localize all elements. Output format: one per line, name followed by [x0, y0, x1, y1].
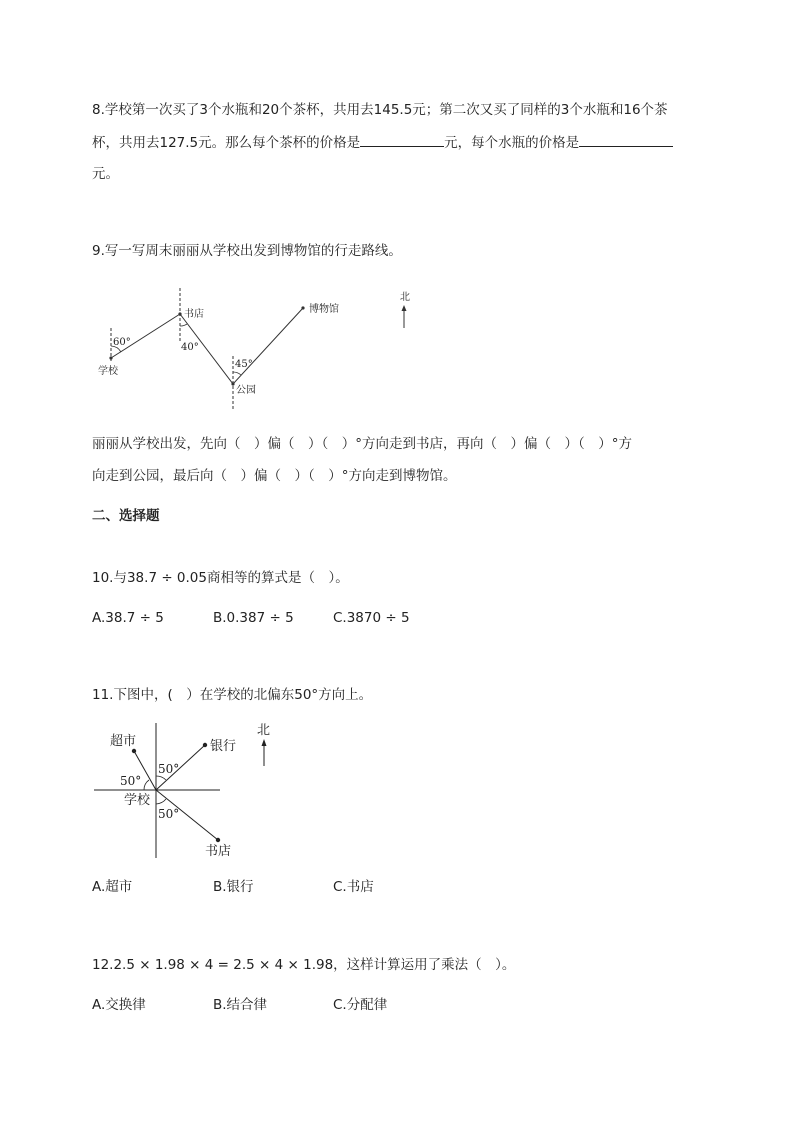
q8-line2-text-b: 元，每个水瓶的价格是	[444, 135, 580, 151]
q8-line3: 元。	[92, 166, 119, 182]
q10-option-c[interactable]: C.3870 ÷ 5	[333, 610, 410, 626]
q8-line2	[92, 132, 673, 153]
q11-option-b[interactable]: B.银行	[213, 879, 254, 895]
q10-option-a[interactable]: A.38.7 ÷ 5	[92, 610, 164, 626]
q11-north-arrow-head	[262, 739, 267, 746]
q10-option-b[interactable]: B.0.387 ÷ 5	[213, 610, 294, 626]
q11-direction-diagram	[92, 718, 282, 863]
q9-angle-40: 40°	[181, 342, 199, 353]
q12-option-a[interactable]: A.交换律	[92, 997, 146, 1013]
q9-park-point	[231, 382, 234, 385]
q9-park-angle-arc	[233, 372, 241, 375]
q9-label-bookstore: 书店	[184, 309, 204, 320]
q11-angle-bank: 50°	[158, 762, 180, 776]
q11-angle-supermarket: 50°	[120, 774, 142, 788]
q9-answer-line2: 向走到公园，最后向（ ）偏（ ）（ ）°方向走到博物馆。	[92, 468, 457, 484]
q9-answer-line1: 丽丽从学校出发，先向（ ）偏（ ）（ ）°方向走到书店，再向（ ）偏（ ）（ ）°方	[92, 436, 632, 452]
q10-title: 10.与38.7 ÷ 0.05商相等的算式是（ ）。	[92, 570, 349, 586]
q9-title: 9.写一写周末丽丽从学校出发到博物馆的行走路线。	[92, 243, 402, 259]
q9-bookstore-angle-arc	[180, 324, 187, 326]
q11-bank-point	[203, 743, 207, 747]
q9-museum-point	[301, 306, 304, 309]
q11-label-supermarket: 超市	[110, 734, 137, 749]
q11-angle-bookstore: 50°	[158, 807, 180, 821]
q11-option-a[interactable]: A.超市	[92, 879, 133, 895]
q11-supermarket-point	[132, 749, 136, 753]
q9-label-park: 公园	[236, 385, 256, 396]
q11-label-bank: 银行	[210, 739, 237, 754]
q9-angle-45: 45°	[235, 359, 253, 370]
q9-route-line	[111, 308, 303, 384]
q8-blank-bottle-price[interactable]	[579, 132, 673, 147]
q12-option-b[interactable]: B.结合律	[213, 997, 268, 1013]
q12-title: 12.2.5 × 1.98 × 4 = 2.5 × 4 × 1.98，这样计算运用了乘法（ ）。	[92, 957, 516, 973]
q11-option-c[interactable]: C.书店	[333, 879, 374, 895]
q11-title: 11.下图中，( ）在学校的北偏东50°方向上。	[92, 687, 373, 703]
q8-blank-cup-price[interactable]	[360, 132, 444, 147]
q9-bookstore-point	[178, 312, 181, 315]
q8-line2-text-a: 杯，共用去127.5元。那么每个茶杯的价格是	[92, 135, 361, 151]
q9-school-point	[109, 356, 112, 359]
q9-north-label: 北	[400, 292, 410, 303]
q9-label-museum: 博物馆	[309, 304, 339, 315]
q11-north-label: 北	[257, 723, 271, 738]
q11-supermarket-angle-arc	[144, 780, 149, 790]
q8-line1: 8.学校第一次买了3个水瓶和20个茶杯，共用去145.5元；第二次又买了同样的3个水瓶和16个茶	[92, 102, 668, 118]
q9-route-diagram	[95, 280, 425, 420]
q11-label-bookstore: 书店	[205, 844, 232, 859]
q11-bookstore-point	[216, 838, 220, 842]
q9-label-school: 学校	[98, 366, 118, 377]
q9-north-arrow-head	[402, 305, 407, 311]
q11-bank-angle-arc	[156, 776, 166, 780]
q9-angle-60: 60°	[113, 337, 131, 348]
q12-option-c[interactable]: C.分配律	[333, 997, 388, 1013]
section-choice-title: 二、选择题	[92, 508, 160, 524]
q11-bookstore-angle-arc	[156, 799, 166, 804]
q11-label-school: 学校	[124, 793, 151, 808]
